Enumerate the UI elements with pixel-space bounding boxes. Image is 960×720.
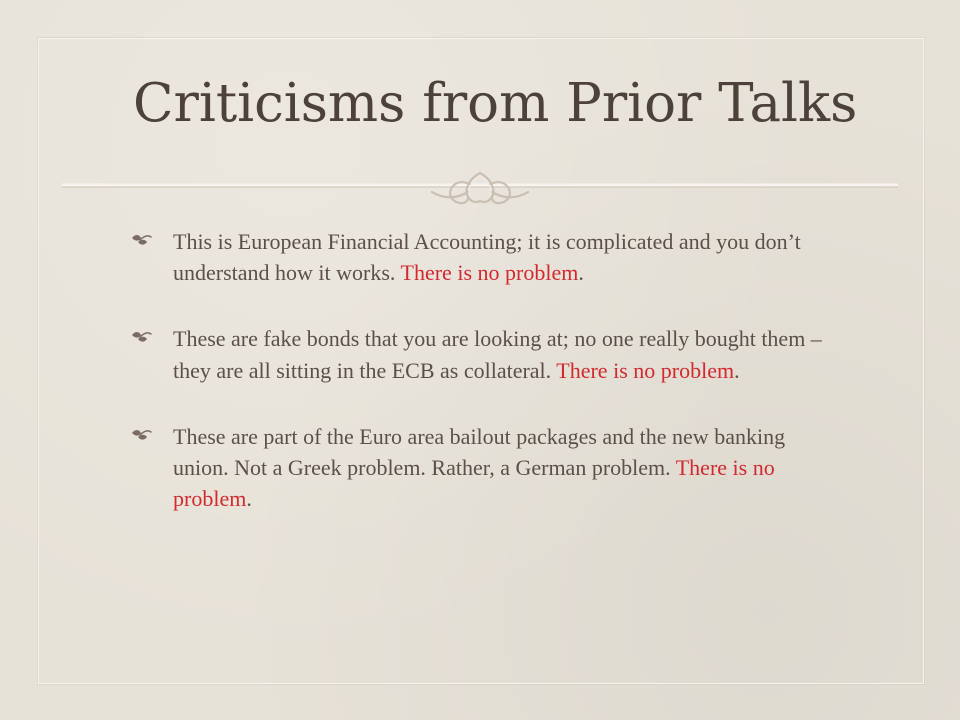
bullet-text: These are part of the Euro area bailout packages and the new banking union. Not a Greek problem. Rather, a German problem. xyxy=(173,423,786,481)
bullet-text: These are fake bonds that you are looking at; no one really bought them – they are all sitting in the ECB as collateral. xyxy=(173,326,822,383)
bullet-highlight: There is no problem xyxy=(400,260,579,286)
bullet-end: . xyxy=(734,357,740,383)
bullet-highlight: There is no problem xyxy=(556,357,735,383)
ornamental-leaf-icon xyxy=(130,233,152,247)
bullet-highlight: There is no problem xyxy=(173,455,775,512)
bullet-end: . xyxy=(246,486,252,512)
ornamental-leaf-icon xyxy=(130,330,152,344)
bullet-end: . xyxy=(578,260,584,286)
ornamental-leaf-icon xyxy=(130,428,152,442)
slide-title: Criticisms from Prior Talks xyxy=(133,73,858,134)
bullet-item xyxy=(130,323,830,385)
bullet-list xyxy=(130,226,830,550)
bullet-item xyxy=(130,421,830,515)
bullet-item xyxy=(130,226,830,288)
bullet-text: This is European Financial Accounting; it is complicated and you don’t understand how it works. xyxy=(173,229,801,286)
title-divider-ornament xyxy=(62,170,898,214)
